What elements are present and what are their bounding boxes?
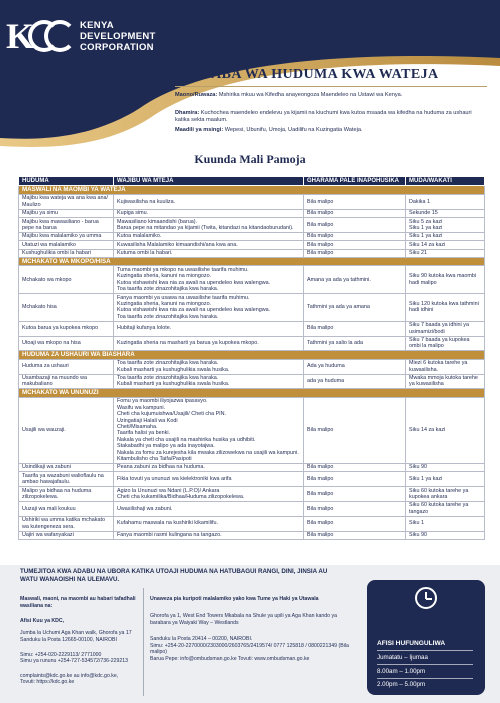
table-row bbox=[19, 397, 485, 463]
table-row bbox=[19, 232, 485, 240]
timeline-cell: Siku 90 bbox=[406, 531, 485, 539]
section-title: MCHAKATO WA MKOPO/HISA bbox=[19, 258, 485, 266]
cost-cell: Amana ya ada ya tathmini. bbox=[304, 266, 406, 294]
page-title: MKATABA WA HUDUMA KWA WATEJA bbox=[168, 67, 439, 82]
footer-divider bbox=[143, 588, 144, 696]
section-title: HUDUMA ZA USHAURI WA BIASHARA bbox=[19, 351, 485, 359]
service-cell: Mchakato hisa bbox=[19, 294, 114, 322]
timeline-cell: Siku 1 bbox=[406, 516, 485, 531]
timeline-cell: Siku 5 za kazi Siku 1 ya kazi bbox=[406, 218, 485, 233]
timeline-cell: Siku 7 baada ya kupokea ombi la malipo bbox=[406, 336, 485, 351]
timeline-cell: Siku 1 ya kazi bbox=[406, 472, 485, 487]
service-cell: Mchakato wa mkopo bbox=[19, 266, 114, 294]
table-section-row bbox=[19, 389, 485, 397]
requirement-cell: Kuzingatia sheria na masharti ya barua ya kupokea mkopo. bbox=[114, 336, 304, 351]
requirement-cell: Kutoa malalamiko. bbox=[114, 232, 304, 240]
requirement-cell: Agizo la Ununuzi wa Ndani (L.P.O)/ Ankara Cheti cha kukamilika/Bidhaa/Huduma zilizopokelewa. bbox=[114, 487, 304, 502]
timeline-cell: Siku 7 baada ya idhini ya usimamizi/bodi bbox=[406, 321, 485, 336]
office-hours-morning: 8.00am – 1.00pm bbox=[377, 668, 426, 675]
table-row bbox=[19, 209, 485, 217]
table-row bbox=[19, 463, 485, 471]
service-cell: Utatuzi wa malalamiko bbox=[19, 241, 114, 249]
cost-cell: Ada ya huduma bbox=[304, 359, 406, 374]
vision-label: Maono/Ruwaza: bbox=[175, 92, 218, 98]
office-hours-title: AFISI HUFUNGULIWA bbox=[377, 640, 446, 647]
clock-icon bbox=[415, 587, 437, 609]
section-title: MCHAKATO WA UNUNUZI bbox=[19, 389, 485, 397]
table-row bbox=[19, 374, 485, 389]
cost-cell: Bila malipo bbox=[304, 321, 406, 336]
footer-contacts-kdc bbox=[20, 590, 138, 692]
cost-cell: ada ya huduma bbox=[304, 374, 406, 389]
org-name-line2: DEVELOPMENT bbox=[80, 30, 156, 42]
footer-left-email: complaints@kdc.go.ke au info@kdc.go.ke, Tovuti: https://kdc.go.ke bbox=[20, 672, 119, 686]
timeline-cell: Siku 1 ya kazi bbox=[406, 232, 485, 240]
requirement-cell: Kujiwasilisha na kuuliza. bbox=[114, 194, 304, 209]
footer-left-intro: Maswali, maoni, na maombi au habari tafadhali wasiliana na: bbox=[20, 596, 136, 609]
service-cell: Ushiriki wa umma katika mchakato wa kutengeneza sera. bbox=[19, 516, 114, 531]
table-row bbox=[19, 516, 485, 531]
mission-statement bbox=[175, 110, 487, 124]
footer-mid-contact: Sanduku la Posta 20414 – 00200, NAIROBI. Simu: +254-20-2270000/2303000/2603765/2419574/ 0777 125818 / 0800221349 (Bila malipo) Barua Pepe: info@ombudsman.go.ke Tovuti: www.ombudsman.go.ke bbox=[150, 636, 349, 662]
cost-cell: Tathmini ya ada ya amana bbox=[304, 294, 406, 322]
service-cell: Majibu kwa mawasiliano - barua pepe na barua bbox=[19, 218, 114, 233]
requirement-cell: Tuma maombi ya mkopo na uwasilishe taarifa muhimu. Kuzingatia sheria, kanuni na miongozo. Kutoa vishawishi kwa nia za awali na upendeleo kwa walengwa. Toa taarifa zote zinazohitajika kwa haraka. bbox=[114, 266, 304, 294]
requirement-cell: Kufahamu maswala na kushiriki kikamilifu. bbox=[114, 516, 304, 531]
column-header: GHARAMA PALE INAPOHUSIKA bbox=[304, 177, 406, 186]
core-values bbox=[175, 127, 487, 134]
kdc-logo-text bbox=[80, 20, 156, 53]
table-row bbox=[19, 194, 485, 209]
core-values-text: Wepesi, Ubunifu, Umoja, Uadilifu na Kuzingatia Wateja. bbox=[223, 127, 363, 133]
cost-cell: Bila malipo bbox=[304, 516, 406, 531]
timeline-cell: Mwaka mmoja kutoka tarehe ya kuwasilisha bbox=[406, 374, 485, 389]
column-header: WAJIBU WA MTEJA bbox=[114, 177, 304, 186]
org-name-line1: KENYA bbox=[80, 19, 114, 31]
office-hours-card bbox=[367, 580, 485, 695]
service-cell: Usambazaji na muundo wa makubaliano bbox=[19, 374, 114, 389]
column-header: MUDA/WAKATI bbox=[406, 177, 485, 186]
requirement-cell: Kutuma ombi la habari. bbox=[114, 249, 304, 257]
vision-statement bbox=[175, 92, 487, 99]
footer-left-address: Jumba la Uchumi Aga Khan walk, Ghorofa ya 17 Sanduku la Posta 12665-00100, NAIROBI bbox=[20, 630, 132, 643]
cost-cell: Bila malipo bbox=[304, 501, 406, 516]
table-row bbox=[19, 321, 485, 336]
service-cell: Usajili wa wauzaji. bbox=[19, 397, 114, 463]
requirement-cell: Toa taarifa zote zinazohitajika kwa haraka. Kubali masharti ya kushughulikia swala husika. bbox=[114, 374, 304, 389]
hours-divider bbox=[377, 664, 473, 665]
service-charter-table bbox=[18, 176, 485, 540]
table-row bbox=[19, 241, 485, 249]
table-row bbox=[19, 501, 485, 516]
requirement-cell: Mawasiliano kimaandishi (barua). Barua pepe na mitandao ya kijamii (Twita, kitandazi na kitandaoburudani). bbox=[114, 218, 304, 233]
table-row bbox=[19, 218, 485, 233]
requirement-cell: Fikia tovuti ya ununuzi wa kielektroniki kwa arifa bbox=[114, 472, 304, 487]
service-cell: Taarifa ya wazabuni walioflaulu na ambao hawajafaulu. bbox=[19, 472, 114, 487]
service-cell: Kushughulikia ombi la habari bbox=[19, 249, 114, 257]
requirement-cell: Fomu ya maombi iliyojazwa ipasavyo. Wasifu wa kampuni. Cheti cha kujumuishwa/Usajili/ Cheti cha PIN. Uzingatiaji Halali wa Kodi Cheti/Misamaha. Taarifa halisi ya benki. Nakala ya cheti cha usajili na mashirika husika ya udhibiti. Stakabadhi ya malipo ya ada inayotajwa. Nakala za fomu za kurejesha kila mwaka zilizowekwa na usajili wa kampuni. Kitambulisho cha Taifa/Pasipoti bbox=[114, 397, 304, 463]
requirement-cell: Uwasilishaji wa zabuni. bbox=[114, 501, 304, 516]
table-row bbox=[19, 249, 485, 257]
requirement-cell: Fanya maombi ya usawa na uwasilishe taarifa muhimu. Kuzingatia sheria, kanuni na miongozo. Kutoa vishawishi kwa nia za awali na upendeleo kwa walengwa. Toa taarifa zote zinazohitajika kwa haraka. bbox=[114, 294, 304, 322]
office-hours-days: Jumatatu – Ijumaa bbox=[377, 654, 428, 661]
table-section-row bbox=[19, 351, 485, 359]
mission-text: Kuchochea maendeleo endelevu ya kijamii na kiuchumi kwa kutoa msaada wa kifedha na huduma za ushauri katika sekta maalum. bbox=[175, 110, 472, 123]
cost-cell: Bila malipo bbox=[304, 249, 406, 257]
table-row bbox=[19, 531, 485, 539]
kdc-logo bbox=[6, 16, 156, 56]
core-values-label: Maadili ya msingi: bbox=[175, 127, 224, 133]
office-hours-afternoon: 2.00pm – 5.00pm bbox=[377, 681, 426, 688]
table-row bbox=[19, 266, 485, 294]
requirement-cell: Peana zabuni za bidhaa na huduma. bbox=[114, 463, 304, 471]
section-title: MASWALI NA MAOMBI YA WATEJA bbox=[19, 186, 485, 194]
hours-divider bbox=[377, 678, 473, 679]
org-name-line3: CORPORATION bbox=[80, 41, 154, 53]
kdc-logo-mark: K bbox=[6, 16, 74, 56]
cost-cell: Bila malipo bbox=[304, 194, 406, 209]
footer-mid-intro: Unaweza pia kuripoti malalamiko yako kwa Tume ya Haki ya Utawala bbox=[150, 596, 319, 603]
cost-cell: Bila malipo bbox=[304, 209, 406, 217]
requirement-cell: Kuwasilisha Malalamiko kimaandishi/ana kwa ana. bbox=[114, 241, 304, 249]
hours-divider bbox=[377, 650, 473, 651]
timeline-cell: Miezi 6 kutoka tarehe ya kuwasilisha. bbox=[406, 359, 485, 374]
timeline-cell: Siku 60 kutoka tarehe ya tangazo bbox=[406, 501, 485, 516]
timeline-cell: Siku 120 kutoka kwa tathmini hadi idhini bbox=[406, 294, 485, 322]
mission-label: Dhamira: bbox=[175, 110, 200, 116]
service-cell: Majibu kwa wateja wa ana kwa ana/ Maulizo bbox=[19, 194, 114, 209]
footer-contacts-ombudsman bbox=[150, 590, 355, 668]
timeline-cell: Siku 14 za kazi bbox=[406, 397, 485, 463]
service-cell: Kutoa barua ya kupokea mkopo bbox=[19, 321, 114, 336]
timeline-cell: Siku 14 za kazi bbox=[406, 241, 485, 249]
timeline-cell: Dakika 1 bbox=[406, 194, 485, 209]
service-cell: Uajiri wa wafanyakazi bbox=[19, 531, 114, 539]
page-subtitle: Kuunda Mali Pamoja bbox=[194, 152, 306, 166]
requirement-cell: Hubitaji kufanya lolote. bbox=[114, 321, 304, 336]
service-cell: Malipo ya bidhaa na huduma zilizopokelewa. bbox=[19, 487, 114, 502]
table-row bbox=[19, 487, 485, 502]
service-cell: Majibu kwa malalamiko ya umma bbox=[19, 232, 114, 240]
table-row bbox=[19, 472, 485, 487]
cost-cell: Bila malipo bbox=[304, 472, 406, 487]
cost-cell: Tathmini ya salio la ada bbox=[304, 336, 406, 351]
service-cell: Majibu ya simu bbox=[19, 209, 114, 217]
cost-cell: Bila malipo bbox=[304, 241, 406, 249]
service-cell: Huduma za ushauri bbox=[19, 359, 114, 374]
service-cell: Utoaji wa mkopo na hisa bbox=[19, 336, 114, 351]
table-header-row bbox=[19, 177, 485, 186]
footer-commitment: TUMEJITOA KWA ADABU NA UBORA KATIKA UTOAJI HUDUMA NA HATUBAGUI RANGI, DINI, JINSIA AU WATU WANAOISHI NA ULEMAVU. bbox=[20, 568, 328, 583]
vision-text: Mshirika mkuu wa Kifedha anayeongoza Maendeleo na Ustawi wa Kenya. bbox=[217, 92, 403, 98]
cost-cell: Bila malipo bbox=[304, 232, 406, 240]
cost-cell: Bila malipo bbox=[304, 397, 406, 463]
service-cell: Uuzaji wa mali koukuu bbox=[19, 501, 114, 516]
timeline-cell: Siku 21 bbox=[406, 249, 485, 257]
column-header: HUDUMA bbox=[19, 177, 114, 186]
timeline-cell: Siku 90 kutoka kwa maombi hadi malipo bbox=[406, 266, 485, 294]
cost-cell: Bila malipo bbox=[304, 487, 406, 502]
table-body bbox=[19, 186, 485, 540]
table-row bbox=[19, 359, 485, 374]
footer-mid-address: Ghorofa ya 1, West End Towers Mkabala na Shule ya upili ya Aga Khan kando ya barabara ya Waiyaki Way – Westlands bbox=[150, 613, 337, 626]
requirement-cell: Fanya maombi rasmi kulingana na tangazo. bbox=[114, 531, 304, 539]
cost-cell: Bila malipo bbox=[304, 463, 406, 471]
table-section-row bbox=[19, 258, 485, 266]
footer-left-org: Afisi Kuu ya KDC, bbox=[20, 617, 65, 624]
footer-left-phone: Simu: +254-020-2229113/ 2771000 Simu ya rununu +254-727-534572/736-229213 bbox=[20, 651, 129, 665]
timeline-cell: Siku 90 bbox=[406, 463, 485, 471]
title-divider bbox=[175, 86, 487, 87]
table-row bbox=[19, 336, 485, 351]
requirement-cell: Toa taarifa zote zinazohitajika kwa haraka. Kubali masharti ya kushughulikia swala husika. bbox=[114, 359, 304, 374]
cost-cell: Bila malipo bbox=[304, 218, 406, 233]
table-section-row bbox=[19, 186, 485, 194]
timeline-cell: Sekunde 15 bbox=[406, 209, 485, 217]
timeline-cell: Siku 60 kutoka tarehe ya kupokea ankara bbox=[406, 487, 485, 502]
table-row bbox=[19, 294, 485, 322]
cost-cell: Bila malipo bbox=[304, 531, 406, 539]
requirement-cell: Kupiga simu. bbox=[114, 209, 304, 217]
service-cell: Usindikaji wa zabuni bbox=[19, 463, 114, 471]
